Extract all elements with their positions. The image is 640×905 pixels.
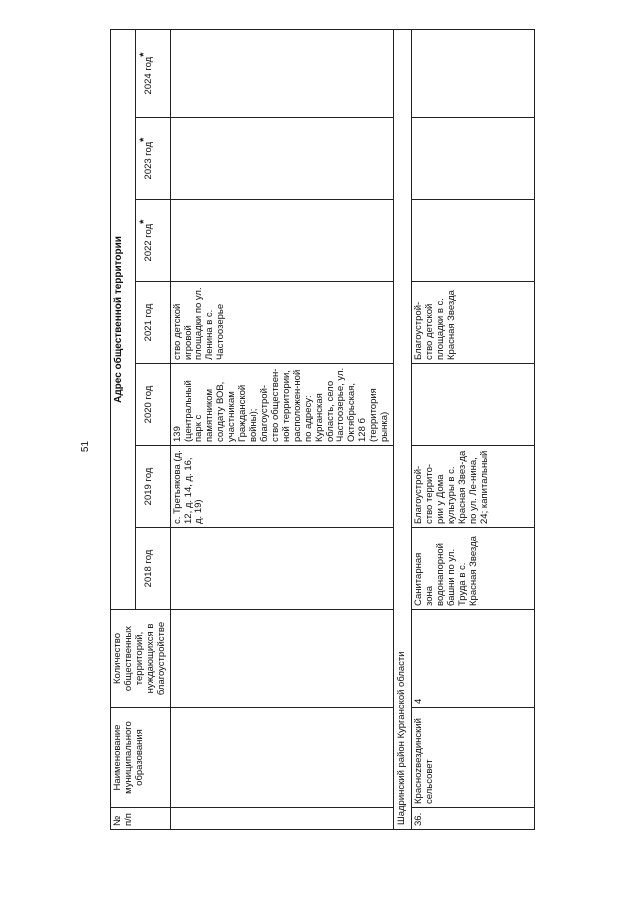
cell-2018 [170, 528, 393, 610]
cell-2023 [170, 118, 393, 200]
region-row [394, 29, 412, 829]
header-num: № п/п [111, 808, 171, 830]
rotated-table-container [110, 30, 490, 830]
header-row-1 [111, 29, 136, 829]
cell-2024 [170, 29, 393, 117]
cell-name [170, 708, 393, 808]
cell-2021: ство детской игровой площадки по ул. Ленина в с. Частоозерье [170, 282, 393, 364]
cell-2019: Благоустрой-ство террито-рии у Дома культуры в с. Красная Звез-да по ул. Ле-нина, 24; капитальный [411, 446, 534, 528]
cell-2018: Санитарная зона водонапорной башни по ул. Труда в с. Красная Звезда [411, 528, 534, 610]
cell-2020: 139 (центральный парк с памятником солдату ВОВ, участникам Гражданской войны); благоустрой-ство обществен-ной территории, расположен-ной по адресу: Курганская область, село Частоозерье, ул. Октябрьская, 128 б (территория рынка) [170, 364, 393, 446]
header-year-2022: 2022 год* [136, 200, 170, 282]
header-name: Наименование муниципального образования [111, 708, 171, 808]
cell-count [170, 610, 393, 708]
region-title: Шадринский район Курганской области [394, 29, 412, 829]
header-year-2020: 2020 год [136, 364, 170, 446]
cell-2024 [411, 29, 534, 117]
table-row [170, 29, 393, 829]
header-year-2018: 2018 год [136, 528, 170, 610]
header-year-2024: 2024 год* [136, 29, 170, 117]
table-row [411, 29, 534, 829]
cell-name: Красноzвездинский сельсовет [411, 708, 534, 808]
cell-2022 [411, 200, 534, 282]
header-count: Количество общественных территорий, нуждающихся в благоустройстве [111, 610, 171, 708]
public-territories-table [110, 29, 535, 830]
cell-2023 [411, 118, 534, 200]
cell-count: 4 [411, 610, 534, 708]
document-sheet [110, 30, 490, 830]
cell-num [170, 808, 393, 830]
header-address: Адрес общественной территории [111, 29, 136, 609]
cell-2022 [170, 200, 393, 282]
header-year-2019: 2019 год [136, 446, 170, 528]
cell-2020 [411, 364, 534, 446]
cell-2021: Благоустрой-ство детской площадки в с. Красная Звезда [411, 282, 534, 364]
cell-2019: с. Третьякова (д. 12, д. 14, д. 16, д. 19) [170, 446, 393, 528]
page-number: 51 [80, 440, 92, 453]
header-year-2023: 2023 год* [136, 118, 170, 200]
cell-num: 36. [411, 808, 534, 830]
header-year-2021: 2021 год [136, 282, 170, 364]
